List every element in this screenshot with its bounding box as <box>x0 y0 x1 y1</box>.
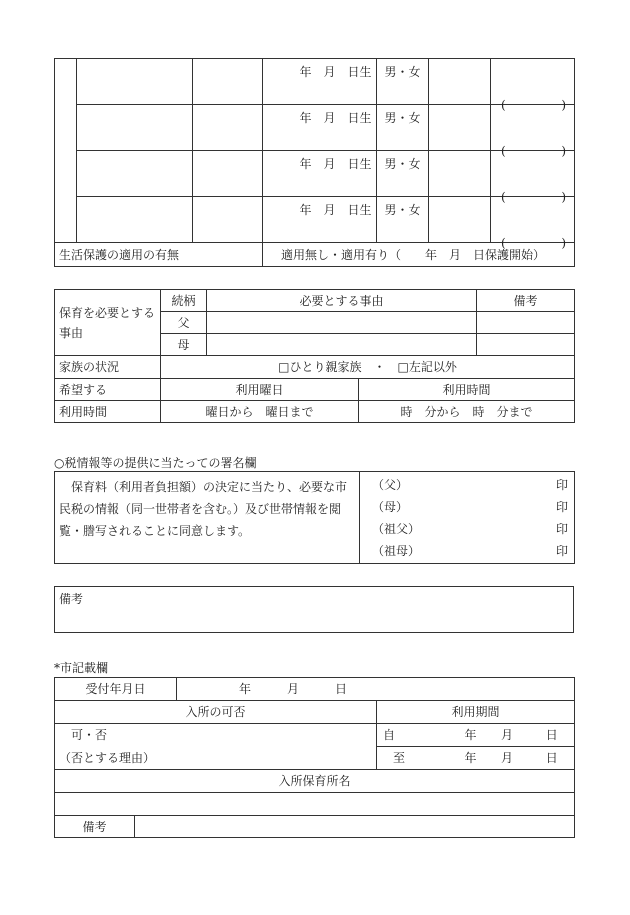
city-heading: *市記載欄 <box>54 661 109 675</box>
paren-close: ) <box>561 190 566 204</box>
from-month: 月 <box>485 724 530 747</box>
member-relation-field[interactable] <box>193 197 263 243</box>
remarks-field[interactable] <box>55 587 574 633</box>
remarks-label: 備考 <box>59 592 84 606</box>
member-sex-field[interactable] <box>377 59 429 105</box>
signer-role: （祖父） <box>372 522 421 536</box>
city-remarks-label: 備考 <box>55 816 135 838</box>
member-sex-field[interactable] <box>377 151 429 197</box>
member-sex: 男・女 <box>384 65 421 79</box>
member-dob-field[interactable] <box>263 151 377 197</box>
received-label: 受付年月日 <box>55 678 177 701</box>
family-label: 家族の状況 <box>55 356 161 379</box>
paren-open: ( <box>501 236 506 250</box>
from-day: 日 <box>530 724 575 747</box>
days-value[interactable]: 曜日から 曜日まで <box>161 401 359 423</box>
facility-field[interactable] <box>55 793 575 816</box>
seal-mark: 印 <box>555 500 568 514</box>
member-sex-field[interactable] <box>377 105 429 151</box>
city-table <box>54 677 575 838</box>
days-header: 利用曜日 <box>161 379 359 401</box>
hours-value[interactable]: 時 分から 時 分まで <box>359 401 575 423</box>
family-value[interactable]: □ひとり親家族 ・ □左記以外 <box>161 356 575 379</box>
tax-table <box>54 471 575 564</box>
to-day: 日 <box>530 747 575 770</box>
member-sex: 男・女 <box>384 203 421 217</box>
welfare-value: 適用無し・適用有り（ 年 月 日保護開始） <box>263 243 575 267</box>
member-name-field[interactable] <box>77 59 193 105</box>
signer-role: （母） <box>372 500 409 514</box>
period-label: 利用期間 <box>377 701 575 724</box>
remarks-table <box>54 586 574 633</box>
mother-reason-field[interactable] <box>207 334 477 356</box>
member-relation-field[interactable] <box>193 151 263 197</box>
member-note-field[interactable] <box>491 105 575 158</box>
member-extra-field[interactable] <box>429 59 491 105</box>
member-sex: 男・女 <box>384 111 421 125</box>
member-note-field[interactable] <box>491 59 575 112</box>
member-name-field[interactable] <box>77 105 193 151</box>
member-relation-field[interactable] <box>193 59 263 105</box>
to-month: 月 <box>485 747 530 770</box>
member-extra-field[interactable] <box>429 197 491 243</box>
signer-line[interactable] <box>372 519 568 541</box>
relation-mother: 母 <box>161 334 207 356</box>
relation-father: 父 <box>161 312 207 334</box>
member-extra-field[interactable] <box>429 105 491 151</box>
from-year: 年 <box>427 724 485 747</box>
signer-line[interactable] <box>372 475 568 497</box>
admission-label: 入所の可否 <box>55 701 377 724</box>
received-value[interactable]: 年 月 日 <box>177 678 575 701</box>
signer-line[interactable] <box>372 497 568 519</box>
member-group-cell <box>55 59 77 243</box>
seal-mark: 印 <box>555 544 568 558</box>
signers-list <box>360 472 574 563</box>
member-dob-field[interactable] <box>263 197 377 243</box>
consent-text: 保育料（利用者負担額）の決定に当たり、必要な市民税の情報（同一世帯者を含む。）及び世帯情報を閲覧・謄写されることに同意します。 <box>55 472 360 564</box>
signer-line[interactable] <box>372 541 568 563</box>
from-label: 自 <box>377 724 427 747</box>
col-reason: 必要とする事由 <box>207 290 477 312</box>
to-label: 至 <box>377 747 427 770</box>
col-note: 備考 <box>477 290 575 312</box>
member-name-field[interactable] <box>77 197 193 243</box>
paren-close: ) <box>561 144 566 158</box>
paren-open: ( <box>501 98 506 112</box>
hope-label-1: 希望する <box>55 379 161 401</box>
reason-ng[interactable]: （否とする理由） <box>55 747 377 770</box>
col-relation: 続柄 <box>161 290 207 312</box>
reason-label: 保育を必要とする事由 <box>55 290 161 356</box>
mother-note-field[interactable] <box>477 334 575 356</box>
member-dob: 年 月 日生 <box>299 111 372 125</box>
seal-mark: 印 <box>555 522 568 536</box>
member-note-field[interactable] <box>491 151 575 204</box>
paren-open: ( <box>501 144 506 158</box>
hours-header: 利用時間 <box>359 379 575 401</box>
members-table <box>54 58 575 267</box>
member-note-field[interactable] <box>491 197 575 250</box>
member-dob-field[interactable] <box>263 59 377 105</box>
hope-label-2: 利用時間 <box>55 401 161 423</box>
member-dob: 年 月 日生 <box>299 157 372 171</box>
member-dob-field[interactable] <box>263 105 377 151</box>
city-remarks-field[interactable] <box>135 816 575 838</box>
paren-close: ) <box>561 236 566 250</box>
welfare-label: 生活保護の適用の有無 <box>55 243 263 267</box>
to-year: 年 <box>427 747 485 770</box>
seal-mark: 印 <box>555 478 568 492</box>
member-relation-field[interactable] <box>193 105 263 151</box>
father-reason-field[interactable] <box>207 312 477 334</box>
ok-ng[interactable]: 可・否 <box>55 724 377 747</box>
paren-close: ) <box>561 98 566 112</box>
member-extra-field[interactable] <box>429 151 491 197</box>
member-dob: 年 月 日生 <box>299 65 372 79</box>
member-sex-field[interactable] <box>377 197 429 243</box>
member-dob: 年 月 日生 <box>299 203 372 217</box>
tax-heading: ○税情報等の提供に当たっての署名欄 <box>54 456 257 470</box>
reason-table <box>54 289 575 423</box>
facility-label: 入所保育所名 <box>55 770 575 793</box>
signer-role: （祖母） <box>372 544 421 558</box>
member-sex: 男・女 <box>384 157 421 171</box>
paren-open: ( <box>501 190 506 204</box>
member-name-field[interactable] <box>77 151 193 197</box>
signer-role: （父） <box>372 478 409 492</box>
father-note-field[interactable] <box>477 312 575 334</box>
